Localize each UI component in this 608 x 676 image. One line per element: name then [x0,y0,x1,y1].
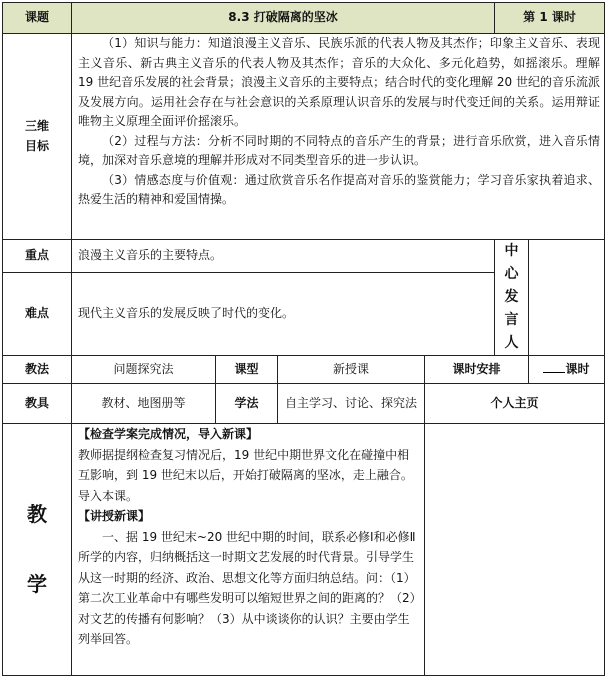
lesson-title: 8.3 打破隔离的坚冰 [72,3,495,34]
hours-blank [543,360,565,373]
tools-row [3,384,605,424]
process-personal-area [425,424,605,676]
header-row [3,3,605,34]
goals-row [3,34,605,240]
center-speaker-char-3: 发 [504,289,519,305]
goals-attitude: （3）情感态度与价值观：通过欣赏音乐名作提高对音乐的鉴赏能力；学习音乐家执着追求、热爱生活的精神和爱国情操。 [78,172,600,206]
tools-label: 教具 [3,384,72,424]
process-body: 一、据 19 世纪末~20 世纪中期的时间，联系必修Ⅰ和必修Ⅱ所学的内容，归纳概括这一时期文艺发展的时代背景。引导学生从这一时期的经济、政治、思想文化等方面归纳总结。问：（1）第二次工业革命中有哪些发明可以缩短世界之间的距离的？（2）对文艺的传播有何影响？（3）从中谈谈你的认识？主要由学生列举回答。 [78,529,416,646]
center-speaker-char-2: 心 [504,266,519,282]
type-value: 新授课 [278,356,425,384]
process-text [72,424,424,650]
method-value: 问题探究法 [72,356,216,384]
method-label: 教法 [3,356,72,384]
period-label: 第 1 课时 [495,3,605,34]
process-heading-review: 【检查学案完成情况，导入新课】 [78,427,259,441]
goals-content [72,34,605,240]
difficulty-text [72,272,495,355]
personal-page-label: 个人主页 [425,384,605,424]
key-point-label: 重点 [3,240,72,273]
tools-value: 教材、地图册等 [72,384,216,424]
center-speaker-char-5: 人 [504,335,519,351]
title-label: 课题 [3,3,72,34]
center-speaker-value [529,240,605,356]
hours-unit: 课时 [565,361,590,376]
method-row [3,356,605,384]
study-value: 自主学习、讨论、探究法 [278,384,425,424]
study-label: 学法 [216,384,278,424]
goals-label-line2: 目标 [24,138,49,153]
goals-process: （2）过程与方法：分析不同时期的不同特点的音乐产生的背景；进行音乐欣赏，进入音乐情境，加深对音乐意境的理解并形成对不同类型音乐的进一步认识。 [78,133,600,167]
key-point-text [72,240,495,273]
process-row [3,424,605,676]
hours-value [529,356,605,384]
goals-label-line1: 三维 [24,119,49,133]
lesson-plan-table [2,2,605,676]
center-speaker-char-4: 言 [504,312,519,328]
goals-knowledge: （1）知识与能力：知道浪漫主义音乐、民族乐派的代表人物及其杰作；印象主义音乐、表现主义音乐、新古典主义音乐的代表人物及其杰作；音乐的大众化、多元化趋势，如摇滚乐。理解 19 世纪音乐发展的社会背景；浪漫主义音乐的主要特点；结合时代的变化理解 20 世纪的音乐流派及发展方向。运用社会存在与社会意识的关系原理认识音乐的发展与时代变迁间的关系。运用辩证唯物主义原理全面评价摇滚乐。 [78,36,600,128]
center-speaker-label [495,240,529,356]
difficulty-value: 现代主义音乐的发展反映了时代的变化。 [78,306,295,321]
key-point-row [3,240,605,273]
process-content [72,424,425,676]
process-label-char-1: 教 [27,502,47,526]
goals-label [3,34,72,240]
key-point-value: 浪漫主义音乐的主要特点。 [78,248,223,263]
type-label: 课型 [216,356,278,384]
process-label-char-2: 学 [27,571,47,596]
center-speaker-char-1: 中 [504,243,519,259]
hours-label: 课时安排 [425,356,529,384]
difficulty-label: 难点 [3,272,72,355]
process-label [3,424,72,676]
process-heading-new: 【讲授新课】 [78,509,151,523]
process-intro: 教师据提纲检查复习情况后，19 世纪中期世界文化在碰撞中相互影响，到 19 世纪末以后，开始打破隔离的坚冰，走上融合。导入本课。 [78,447,413,503]
